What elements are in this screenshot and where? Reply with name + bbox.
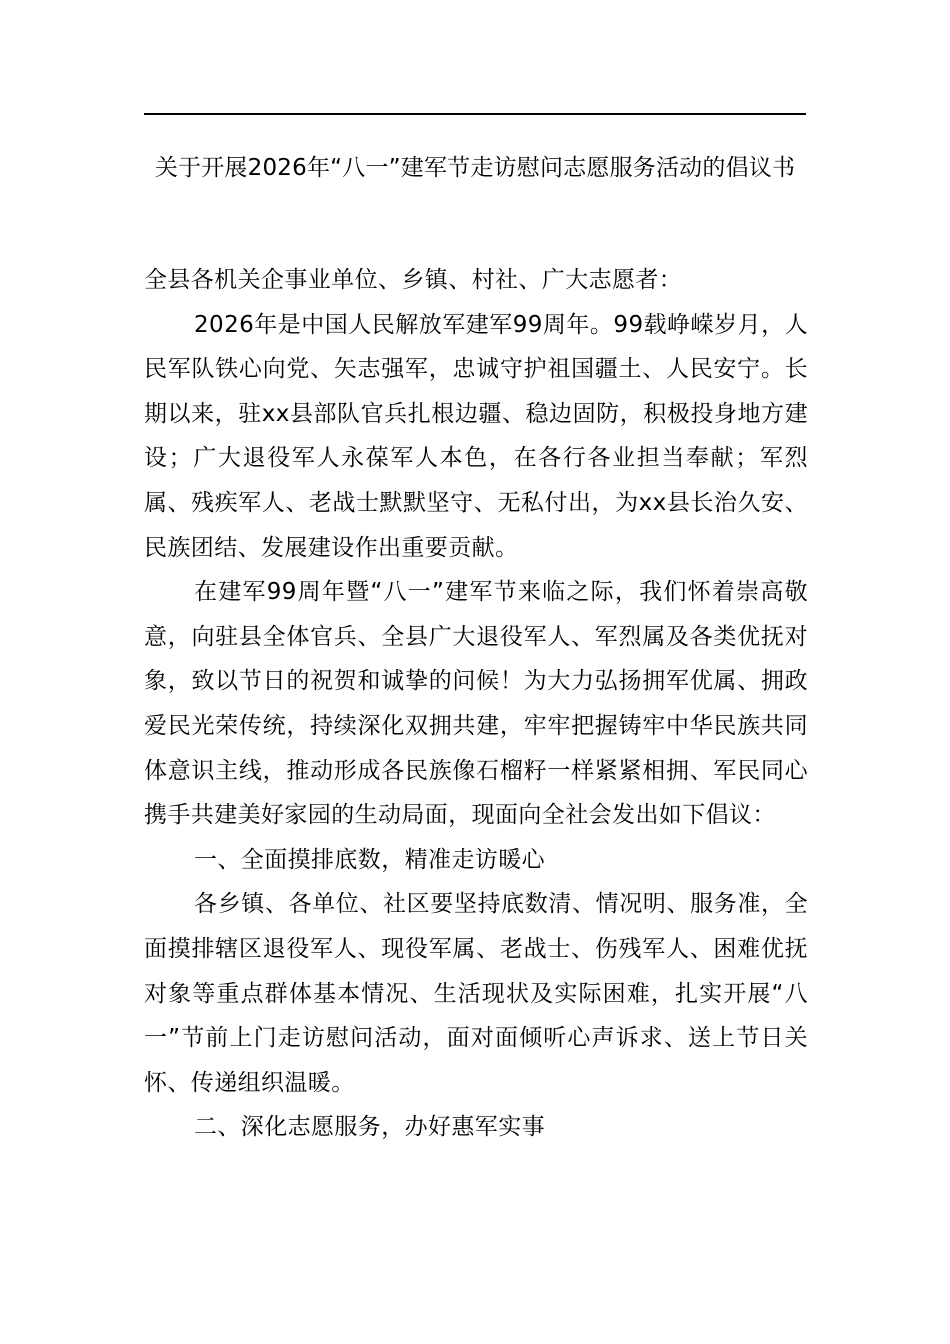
section-heading-2: 二、深化志愿服务，办好惠军实事 [194,1114,545,1141]
paragraph-intro: 2026年是中国人民解放军建军99周年。99载峥嵘岁月，人民军队铁心向党、矢志强军，忠诚守护祖国疆土、人民安宁。长期以来，驻xx县部队官兵扎根边疆、稳边固防，积极投身地方建设；广大退役军人永葆军人本色，在各行各业担当奉献；军烈属、残疾军人、老战士默默坚守、无私付出，为xx县长治久安、民族团结、发展建设作出重要贡献。 [144,311,808,561]
section-heading-1: 一、全面摸排底数，精准走访暖心 [194,846,545,873]
paragraph-greeting: 在建军99周年暨“八一”建军节来临之际，我们怀着崇高敬意，向驻县全体官兵、全县广大退役军人、军烈属及各类优抚对象，致以节日的祝贺和诚挚的问候！为大力弘扬拥军优属、拥政爱民光荣传统，持续深化双拥共建，牢牢把握铸牢中华民族共同体意识主线，推动形成各民族像石榴籽一样紧紧相拥、军民同心携手共建美好家园的生动局面，现面向全社会发出如下倡议： [144,579,808,829]
document-title: 关于开展2026年“八一”建军节走访慰问志愿服务活动的倡议书 [154,155,796,181]
section-body-1: 各乡镇、各单位、社区要坚持底数清、情况明、服务准，全面摸排辖区退役军人、现役军属、老战士、伤残军人、困难优抚对象等重点群体基本情况、生活现状及实际困难，扎实开展“八一”节前上门走访慰问活动，面对面倾听心声诉求、送上节日关怀、传递组织温暖。 [144,891,808,1096]
header-rule [144,113,806,115]
document-body [144,258,808,1150]
salutation: 全县各机关企事业单位、乡镇、村社、广大志愿者： [144,267,683,293]
